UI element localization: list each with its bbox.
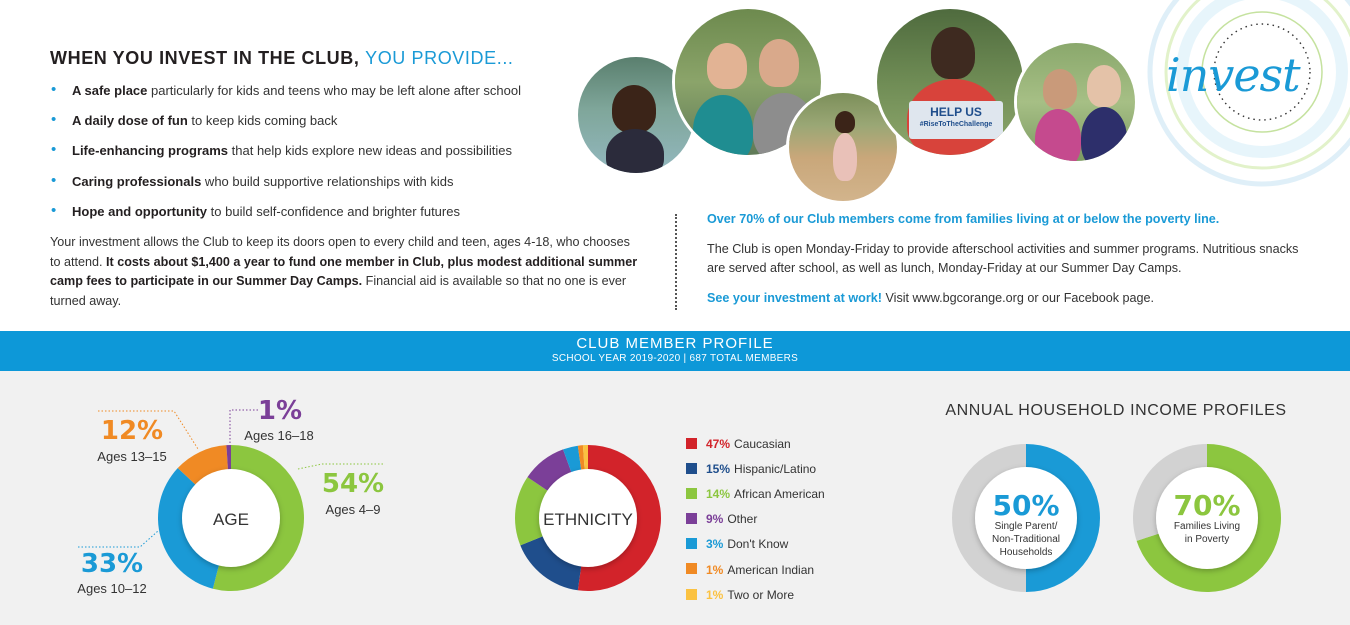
banner-subtitle: SCHOOL YEAR 2019-2020 | 687 TOTAL MEMBERS bbox=[551, 353, 799, 364]
income-single-parent-percent: 50% bbox=[992, 489, 1060, 522]
legend-label-caucasian: Caucasian bbox=[734, 437, 791, 451]
investment-aid: Financial aid is available so that no one is ever turned away. bbox=[50, 274, 627, 308]
legend-swatch-other bbox=[686, 513, 697, 524]
sign-text: HELP US bbox=[930, 105, 982, 119]
list-item-strong: Life-enhancing programs bbox=[72, 143, 229, 159]
age-1-percent: 1% bbox=[257, 396, 303, 426]
list-item-text: who build supportive relationships with kids bbox=[201, 173, 454, 189]
income-single-parent-label-1: Single Parent/ bbox=[994, 521, 1058, 532]
age-33-percent: 33% bbox=[80, 549, 144, 579]
list-item bbox=[50, 142, 590, 172]
age-33-label: Ages 10–12 bbox=[77, 581, 147, 596]
list-item bbox=[50, 173, 590, 203]
list-item-strong: Hope and opportunity bbox=[72, 203, 208, 219]
income-single-parent-label-3: Households bbox=[999, 547, 1053, 558]
invest-logo-word: invest bbox=[1166, 48, 1300, 102]
list-item bbox=[50, 203, 590, 233]
call-to-action bbox=[707, 289, 1317, 309]
list-item bbox=[50, 112, 590, 142]
age-chart-title: AGE bbox=[213, 510, 249, 529]
ethnicity-chart-title: ETHNICITY bbox=[543, 510, 633, 529]
ethnicity-legend bbox=[686, 438, 697, 600]
age-12-percent: 12% bbox=[100, 416, 164, 446]
legend-pct-american-indian: 1% bbox=[706, 563, 724, 577]
list-item-strong: A daily dose of fun bbox=[72, 113, 188, 129]
legend-label-hispanic: Hispanic/Latino bbox=[734, 462, 817, 476]
list-item-strong: A safe place bbox=[72, 83, 148, 98]
legend-pct-other: 9% bbox=[706, 512, 724, 526]
legend-swatch-dont-know bbox=[686, 538, 697, 549]
income-poverty-label-2: in Poverty bbox=[1184, 534, 1230, 545]
list-item-text: particularly for kids and teens who may be left alone after school bbox=[147, 83, 521, 98]
legend-label-two-or-more: Two or More bbox=[727, 588, 795, 602]
legend-swatch-american-indian bbox=[686, 563, 697, 574]
investment-paragraph bbox=[50, 233, 640, 311]
legend-pct-dont-know: 3% bbox=[706, 537, 724, 551]
legend-item-american-indian bbox=[706, 563, 814, 577]
photo-two-girls bbox=[1014, 40, 1138, 164]
list-item-strong: Caring professionals bbox=[72, 173, 202, 189]
leader-line-33 bbox=[78, 531, 158, 547]
legend-pct-african-american: 14% bbox=[706, 487, 731, 501]
legend-item-other bbox=[706, 512, 757, 526]
headline-accent: YOU PROVIDE... bbox=[365, 48, 514, 68]
legend-item-hispanic bbox=[706, 462, 816, 476]
age-54-percent: 54% bbox=[321, 469, 385, 499]
legend-swatch-caucasian bbox=[686, 438, 697, 449]
legend-pct-caucasian: 47% bbox=[706, 437, 731, 451]
income-poverty-percent: 70% bbox=[1173, 489, 1241, 522]
headline bbox=[50, 48, 514, 69]
legend-label-american-indian: American Indian bbox=[727, 563, 815, 577]
legend-item-african-american bbox=[706, 487, 825, 501]
investment-intro: Your investment allows the Club to keep its doors open to every child and teen, ages 4-18, who chooses to attend. bbox=[50, 235, 630, 269]
income-poverty-label-1: Families Living bbox=[1173, 521, 1241, 532]
headline-main: WHEN YOU INVEST IN THE CLUB, bbox=[50, 48, 360, 68]
income-single-parent-label-2: Non-Traditional bbox=[992, 534, 1060, 545]
legend-swatch-two-or-more bbox=[686, 589, 697, 600]
cta-text: Visit www.bgcorange.org or our Facebook page. bbox=[881, 290, 1155, 305]
legend-label-other: Other bbox=[727, 512, 758, 526]
club-hours-description: The Club is open Monday-Friday to provide afterschool activities and summer programs. Nutritious snacks are served after school, as well as lunch, Monday-Friday at our Summer Day Camps. bbox=[707, 241, 1299, 275]
age-54-label: Ages 4–9 bbox=[325, 502, 381, 517]
photo-boy-with-sign bbox=[874, 6, 1026, 158]
member-profile-charts bbox=[0, 371, 1350, 625]
age-1-label: Ages 16–18 bbox=[244, 428, 314, 443]
dotted-divider bbox=[675, 214, 677, 310]
legend-item-dont-know bbox=[706, 537, 789, 551]
legend-swatch-african-american bbox=[686, 488, 697, 499]
poverty-stat: Over 70% of our Club members come from families living at or below the poverty line. bbox=[707, 212, 1220, 226]
investment-cost: It costs about $1,400 a year to fund one member in Club, plus modest additional summer camp fees to participate in our Summer Day Camps. bbox=[50, 254, 638, 288]
legend-item-two-or-more bbox=[706, 588, 794, 602]
list-item bbox=[50, 82, 590, 112]
charts-canvas bbox=[0, 371, 1350, 625]
list-item-text: to keep kids coming back bbox=[187, 113, 338, 129]
banner-title: CLUB MEMBER PROFILE bbox=[576, 335, 774, 352]
legend-label-dont-know: Don't Know bbox=[727, 537, 789, 551]
info-column bbox=[707, 210, 1317, 308]
list-item-text: to build self-confidence and brighter futures bbox=[207, 203, 460, 219]
legend-item-caucasian bbox=[706, 437, 791, 451]
profile-banner bbox=[0, 331, 1350, 371]
income-section-title: ANNUAL HOUSEHOLD INCOME PROFILES bbox=[945, 402, 1287, 419]
legend-pct-two-or-more: 1% bbox=[706, 588, 724, 602]
age-12-label: Ages 13–15 bbox=[97, 449, 167, 464]
cta-strong: See your investment at work! bbox=[707, 290, 882, 305]
legend-label-african-american: African American bbox=[734, 487, 825, 501]
list-item-text: that help kids explore new ideas and possibilities bbox=[228, 143, 513, 159]
legend-pct-hispanic: 15% bbox=[706, 462, 731, 476]
legend-swatch-hispanic bbox=[686, 463, 697, 474]
sign-hashtag: #RiseToTheChallenge bbox=[919, 121, 993, 128]
provide-list bbox=[50, 82, 590, 233]
